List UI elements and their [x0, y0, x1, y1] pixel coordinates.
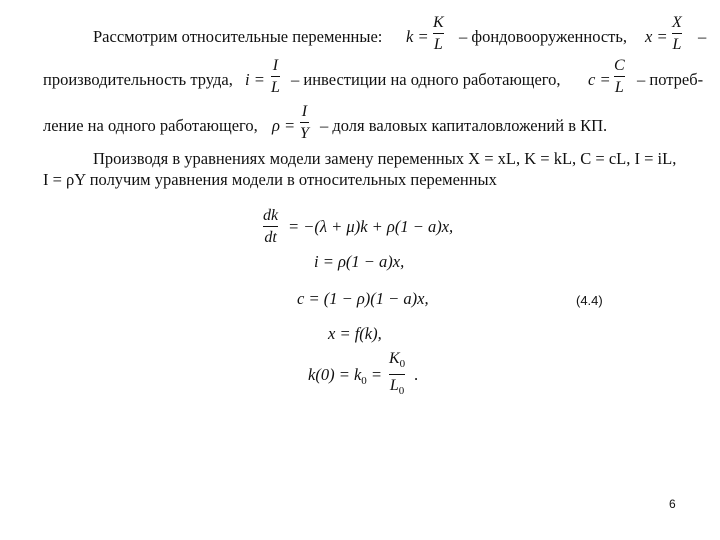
para2-line1: Производя в уравнениях модели замену переменных X = xL, K = kL, C = cL, I = iL, — [93, 149, 677, 168]
denominator-L: L — [271, 79, 280, 96]
numerator-I: I — [272, 57, 279, 74]
denominator-Y: Y — [300, 125, 309, 142]
para1-line3-text-b: – доля валовых капиталовложений в КП. — [320, 116, 608, 135]
para1-line2-text-c: – потреб- — [637, 70, 704, 89]
var-rho-eq: ρ = — [272, 116, 296, 135]
var-x-eq: x = — [645, 27, 668, 46]
equation-5-lhs-text: k(0) = k — [308, 365, 362, 384]
denominator-L: L — [614, 79, 624, 96]
numerator-X: X — [672, 14, 682, 31]
fraction-C-over-L — [614, 57, 625, 97]
fraction-K-over-L — [433, 14, 444, 54]
numerator-I: I — [301, 103, 308, 120]
para1-line1-text-a: Рассмотрим относительные переменные: — [93, 27, 383, 46]
equation-5-subscript: 0 — [361, 375, 367, 387]
para1-line2-text-a: производительность труда, — [43, 70, 233, 89]
denominator-L0: $L_0$ — [389, 377, 405, 397]
numerator-C: C — [614, 57, 625, 74]
fraction-bar — [614, 76, 625, 77]
fraction-K0-over-L0 — [389, 350, 405, 400]
para1-line2-text-b: – инвестиции на одного работающего, — [291, 70, 561, 89]
denominator-dt: dt — [264, 229, 277, 246]
denominator-L: L — [672, 36, 682, 53]
equation-3: c = (1 − ρ)(1 − a)x, — [297, 289, 429, 308]
fraction-bar — [300, 122, 309, 123]
fraction-bar — [271, 76, 280, 77]
equation-1-rhs: = −(λ + μ)k + ρ(1 − a)x, — [288, 217, 454, 236]
var-c-eq: c = — [588, 70, 611, 89]
equation-5-period: . — [414, 365, 419, 384]
numerator-dk: dk — [263, 207, 279, 224]
numerator-K: K — [433, 14, 444, 31]
fraction-I-over-Y — [300, 103, 309, 143]
para1-line1-text-b: – фондовооруженность, — [459, 27, 628, 46]
fraction-bar — [389, 374, 405, 375]
equation-2: i = ρ(1 − a)x, — [314, 252, 405, 271]
fraction-X-over-L — [672, 14, 682, 54]
para1-line3-text-a: ление на одного работающего, — [43, 116, 258, 135]
var-i-eq: i = — [245, 70, 265, 89]
equation-5-lhs — [308, 365, 382, 391]
fraction-I-over-L — [271, 57, 280, 97]
fraction-bar — [672, 33, 682, 34]
equation-5-equals: = — [370, 365, 383, 384]
fraction-bar — [263, 226, 278, 227]
para1-line1-dash: – — [698, 27, 707, 46]
para2-line2: I = ρY получим уравнения модели в относительных переменных — [43, 170, 497, 189]
fraction-dk-over-dt — [263, 207, 278, 247]
page-number: 6 — [669, 497, 676, 511]
numerator-K0: $K_0$ — [389, 350, 406, 370]
equation-label: (4.4) — [576, 293, 603, 308]
var-k-eq: k = — [406, 27, 429, 46]
equation-4: x = f(k), — [328, 324, 382, 343]
denominator-L: L — [433, 36, 443, 53]
fraction-bar — [433, 33, 444, 34]
